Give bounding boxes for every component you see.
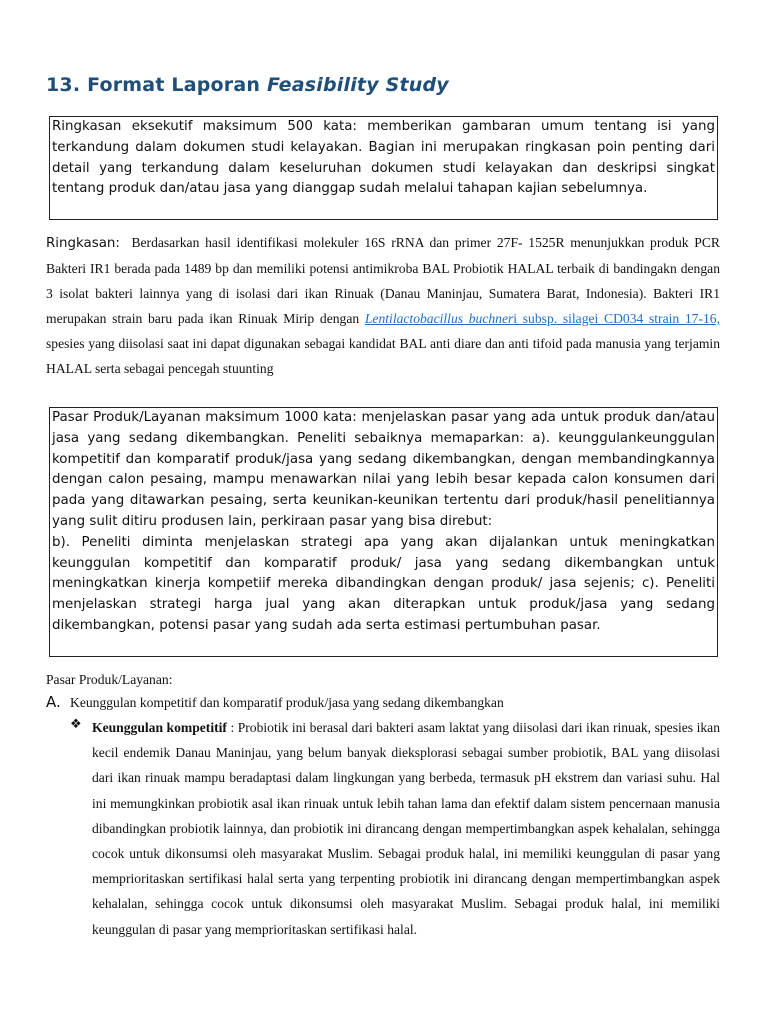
section-heading [46,74,449,96]
heading-italic: Feasibility Study [266,74,449,96]
ringkasan-text-before: Berdasarkan hasil identifikasi molekuler 16S rRNA dan primer 27F- 1525R menunjukkan produk PCR Bakteri IR1 berada pada 1489 bp dan memiliki potensi antimikroba BAL Probiotik HALAL terbaik di bandingakn dengan 3 isolat bakteri lainnya yang di isolasi dari ikan Rinuak (Danau Maninjau, Sumatera Barat, Indonesia). Bakteri IR1 merupakan strain baru pada ikan Rinuak Mirip dengan [46,235,721,326]
executive-summary-instruction-text: Ringkasan eksekutif maksimum 500 kata: memberikan gambaran umum tentang isi yang terkandung dalam dokumen studi kelayakan. Bagian ini merupakan ringkasan poin penting dari detail yang terkandung dalam keseluruhan dokumen studi kelayakan dan deskripsi singkat tentang produk dan/atau jasa yang dianggap sudah melalui tahapan kajian sebelumnya. [52,119,715,197]
list-marker-a: A. [46,693,61,711]
species-link[interactable] [365,311,720,326]
bullet-bold-term: Keunggulan kompetitif [92,720,227,735]
species-link-normal: i subsp. silagei CD034 strain 17-16, [513,311,720,326]
market-instruction-box [49,407,718,657]
market-instruction-para1: Pasar Produk/Layanan maksimum 1000 kata: menjelaskan pasar yang ada untuk produk dan/atau jasa yang sedang dikembangkan. Peneliti sebaiknya memaparkan: a). keunggulankeunggulan kompetitif dan komparatif produk/jasa yang sedang dikembangkan, dengan membandingkannya dengan calon pesaing, mampu menawarkan nilai yang lebih besar kepada calon konsumen dari pada yang ditawarkan pesaing, serta keunikan-keunikan tertentu dari produk/hasil penelitiannya yang sulit ditiru produsen lain, perkiraan pasar yang bisa direbut: [52,410,715,529]
list-item-a [46,692,726,713]
list-item-a-text: Keunggulan kompetitif dan komparatif produk/jasa yang sedang dikembangkan [70,695,504,710]
ringkasan-label: Ringkasan: [46,236,120,251]
executive-summary-instruction-box [49,116,718,220]
species-link-italic: Lentilactobacillus buchner [364,311,514,326]
ringkasan-text-after: spesies yang diisolasi saat ini dapat digunakan sebagai kandidat BAL anti diare dan anti tifoid pada manusia yang terjamin HALAL serta sebagai pencegah stuunting [46,336,720,376]
heading-prefix: 13. Format Laporan [46,74,267,96]
market-instruction-para2: b). Peneliti diminta menjelaskan strategi apa yang akan dijalankan untuk meningkatkan keunggulan kompetitif dan komparatif produk/ jasa yang sedang dikembangkan untuk meningkatkan kinerja kompetiif mereka dibandingkan dengan produk/ jasa sejenis; c). Peneliti menjelaskan strategi harga jual yang akan diterapkan untuk produk/jasa yang sedang dikembangkan, potensi pasar yang sudah ada serta estimasi pertumbuhan pasar. [52,534,715,633]
bullet-text: : Probiotik ini berasal dari bakteri asam laktat yang diisolasi dari ikan rinuak, spesies ikan kecil endemik Danau Maninjau, yang belum banyak dieksplorasi sebagai sumber probiotik, BAL yang diisolasi dari ikan rinuak mampu beradaptasi dalam lingkungan yang berbeda, termasuk pH ekstrem dan variasi suhu. Hal ini memungkinkan probiotik asal ikan rinuak untuk lebih tahan lama dan efektif dalam sistem pencernaan manusia dibandingkan probiotik lainnya, dan probiotik ini dirancang dengan mempertimbangkan aspek kehalalan, sehingga cocok untuk dikonsumsi oleh masyarakat Muslim. Sebagai produk halal, ini memiliki keunggulan di pasar yang memprioritaskan sertifikasi halal serta yang terpenting probiotik ini dirancang dengan mempertimbangkan aspek kehalalan, sehingga cocok untuk dikonsumsi oleh masyarakat Muslim. Sebagai produk halal, ini memiliki keunggulan di pasar yang memprioritaskan sertifikasi halal. [92,720,720,937]
ringkasan-paragraph [46,230,720,381]
pasar-produk-label: Pasar Produk/Layanan: [46,672,173,687]
bullet-paragraph [92,715,720,942]
diamond-bullet-icon: ❖ [70,717,82,732]
